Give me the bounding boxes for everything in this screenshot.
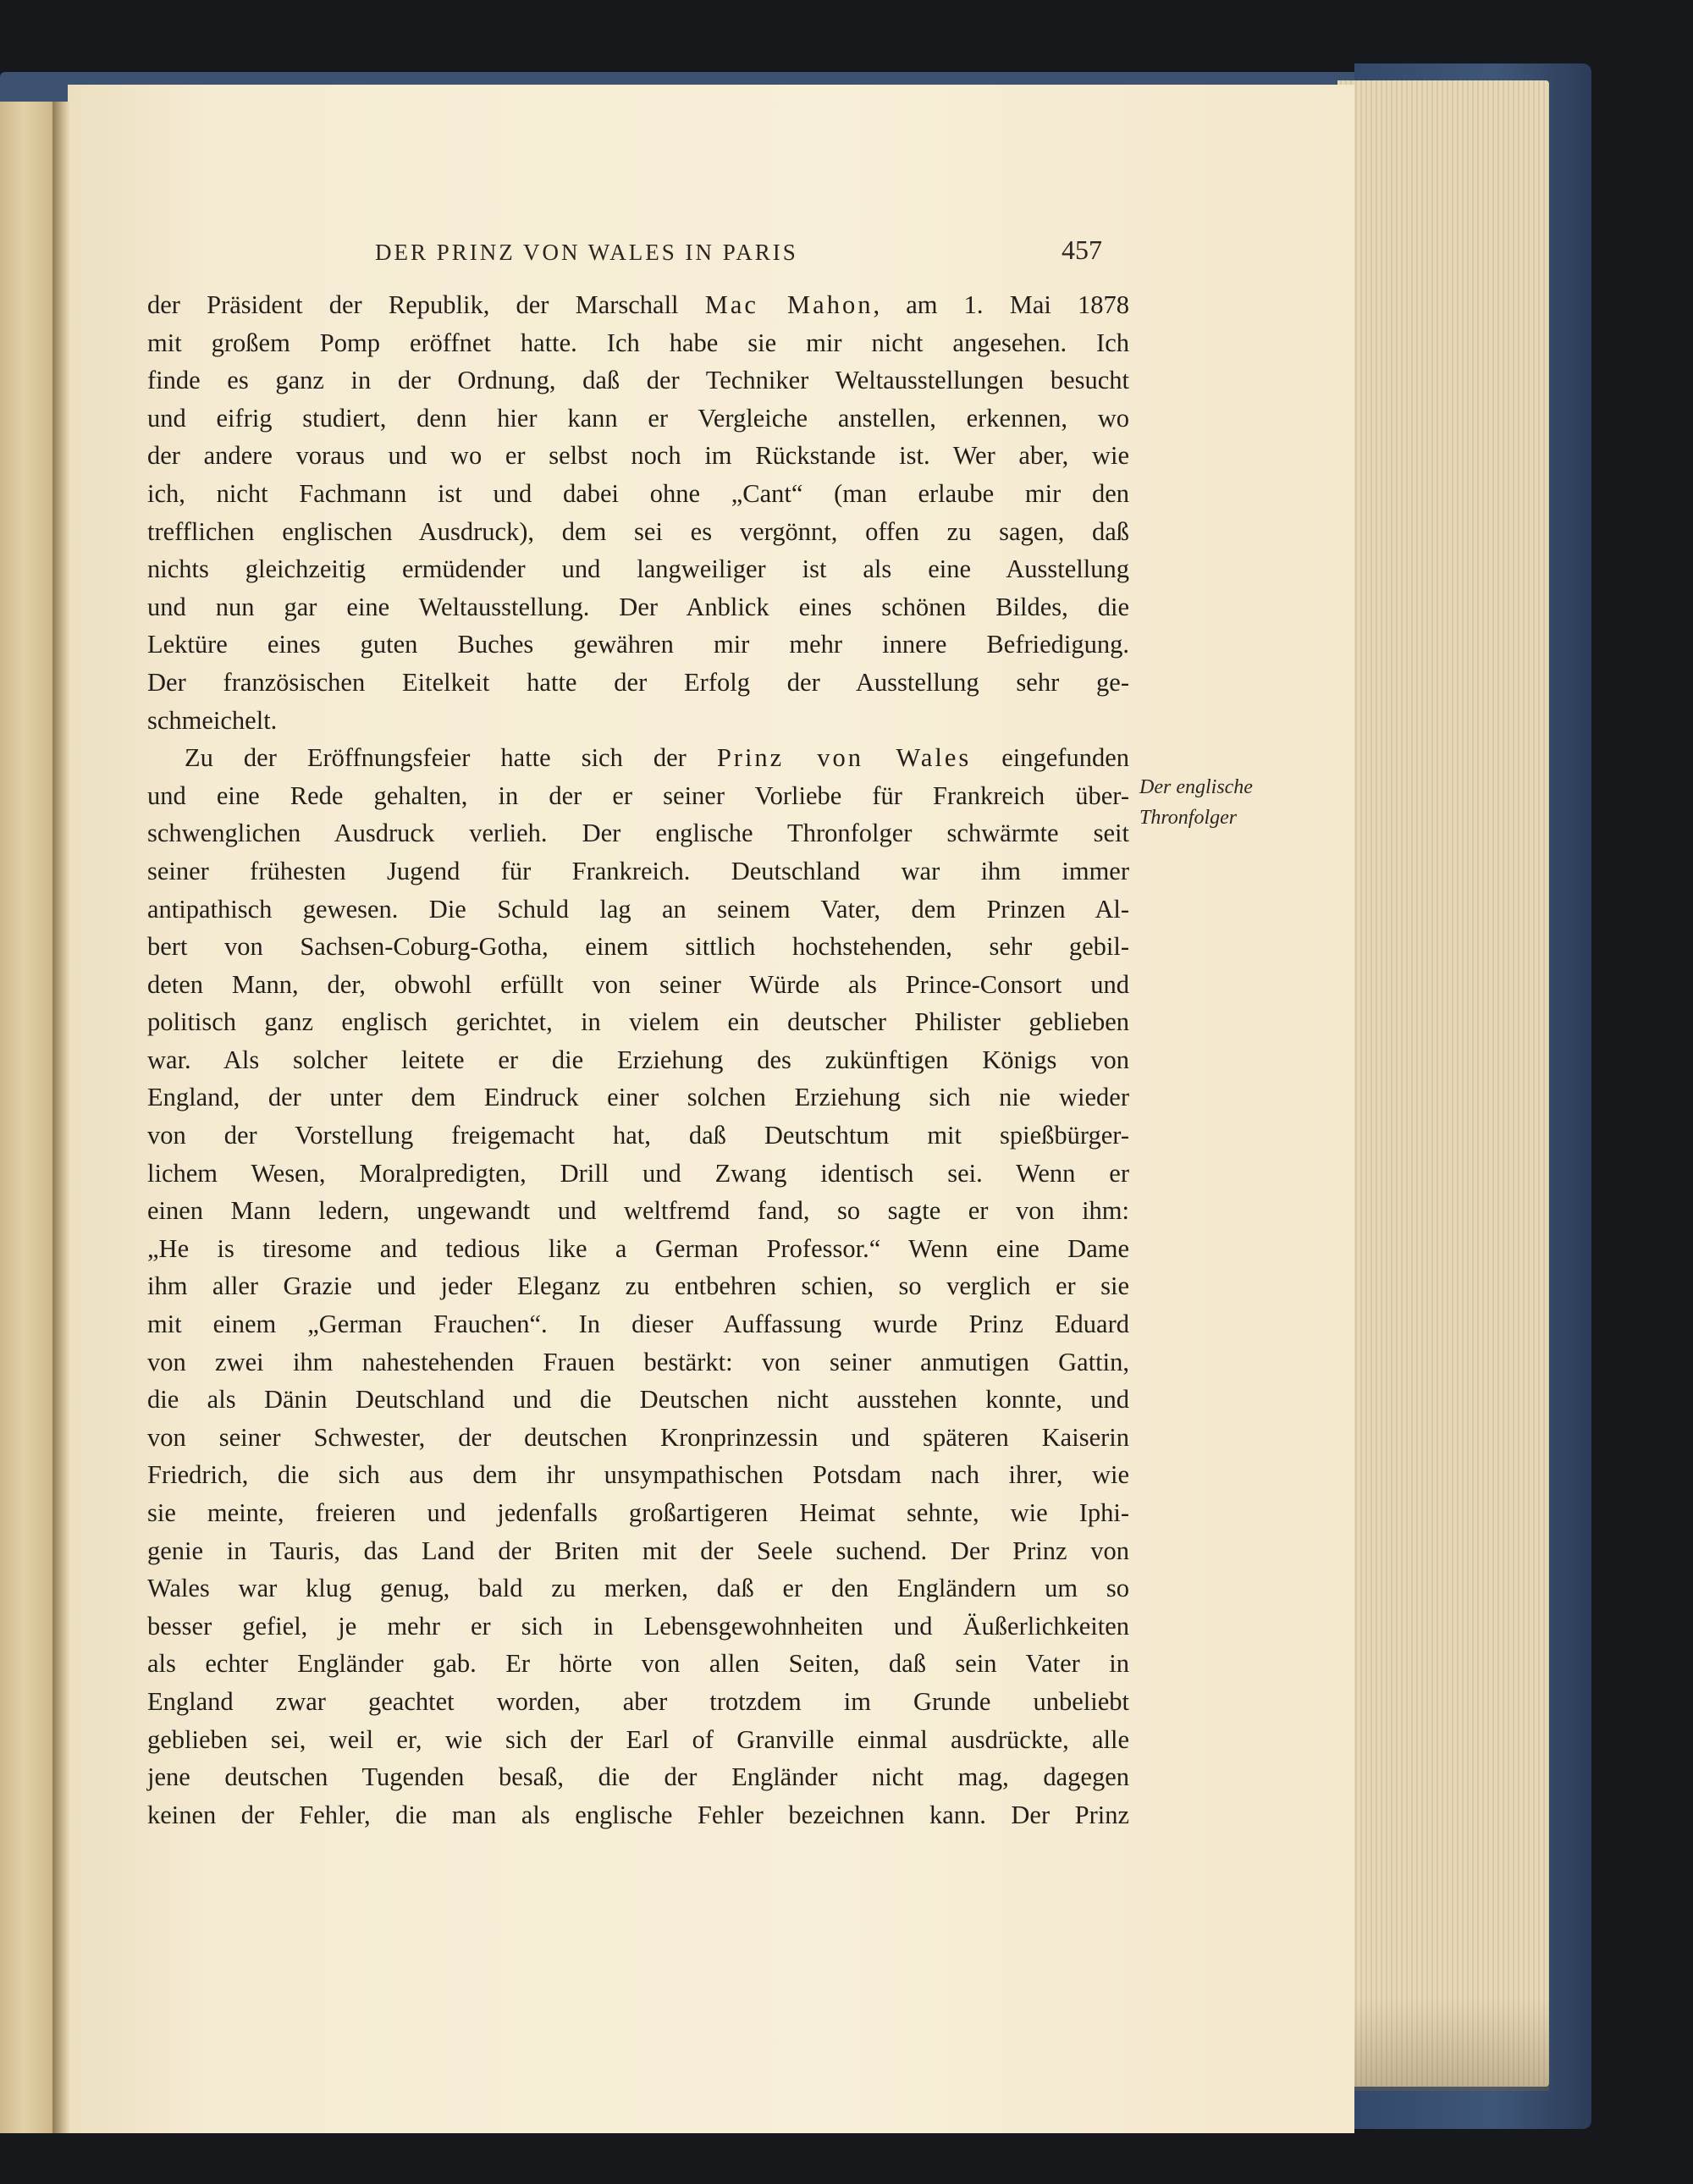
page-number: 457 — [1062, 234, 1102, 265]
text-line: ihm aller Grazie und jeder Eleganz zu entbehren schien, so verglich er sie — [147, 1271, 1129, 1301]
text-line: bert von Sachsen-Coburg-Gotha, einem sittlich hochstehenden, sehr gebil- — [147, 932, 1129, 962]
text-line: und eine Rede gehalten, in der er seiner Vorliebe für Frankreich über- — [147, 780, 1129, 810]
text-line: keinen der Fehler, die man als englische Fehler bezeichnen kann. Der Prinz — [147, 1800, 1129, 1829]
text-line: von der Vorstellung freigemacht hat, daß Deutschtum mit spießbürger- — [147, 1121, 1129, 1150]
text-line: einen Mann ledern, ungewandt und weltfremd fand, so sagte er von ihm: — [147, 1196, 1129, 1226]
text-line: deten Mann, der, obwohl erfüllt von seiner Würde als Prince-Consort und — [147, 969, 1129, 999]
text-line: Wales war klug genug, bald zu merken, daß er den Engländern um so — [147, 1574, 1129, 1603]
text-line: seiner frühesten Jugend für Frankreich. Deutschland war ihm immer — [147, 856, 1129, 885]
page-block-shadow — [1337, 1998, 1549, 2091]
text-line: besser gefiel, je mehr er sich in Lebensgewohnheiten und Äußerlichkeiten — [147, 1611, 1129, 1641]
text-line: die als Dänin Deutschland und die Deutschen nicht ausstehen konnte, und — [147, 1385, 1129, 1415]
text-line: Lektüre eines guten Buches gewähren mir mehr innere Befriedigung. — [147, 630, 1129, 659]
text-line: mit großem Pomp eröffnet hatte. Ich habe sie mir nicht angesehen. Ich — [147, 328, 1129, 357]
marginal-note-line: Der englische — [1139, 776, 1253, 798]
marginal-note-line: Thronfolger — [1139, 807, 1238, 829]
text-line: geblieben sei, weil er, wie sich der Earl of Granville einmal ausdrückte, alle — [147, 1724, 1129, 1754]
text-line: „He is tiresome and tedious like a German Professor.“ Wenn eine Dame — [147, 1233, 1129, 1263]
text-line: Zu der Eröffnungsfeier hatte sich der Prinz von Wales eingefunden — [185, 743, 1129, 773]
text-line: und nun gar eine Weltausstellung. Der Anblick eines schönen Bildes, die — [147, 592, 1129, 621]
text-line: sie meinte, freieren und jedenfalls großartigeren Heimat sehnte, wie Iphi- — [147, 1498, 1129, 1527]
text-line: nichts gleichzeitig ermüdender und langweiliger ist als eine Ausstellung — [147, 554, 1129, 584]
text-line: England zwar geachtet worden, aber trotzdem im Grunde unbeliebt — [147, 1686, 1129, 1716]
text-line: jene deutschen Tugenden besaß, die der Engländer nicht mag, dagegen — [147, 1762, 1129, 1792]
marginal-note — [1139, 772, 1309, 833]
text-line: ich, nicht Fachmann ist und dabei ohne „Cant“ (man erlaube mir den — [147, 478, 1129, 508]
text-line: genie in Tauris, das Land der Briten mit der Seele suchend. Der Prinz von — [147, 1536, 1129, 1565]
text-line: Der französischen Eitelkeit hatte der Erfolg der Ausstellung sehr ge- — [147, 667, 1129, 697]
text-line: finde es ganz in der Ordnung, daß der Techniker Weltausstellungen besucht — [147, 366, 1129, 395]
text-line: trefflichen englischen Ausdruck), dem sei es vergönnt, offen zu sagen, daß — [147, 516, 1129, 546]
running-title: DER PRINZ VON WALES IN PARIS — [375, 240, 798, 265]
text-line: der Präsident der Republik, der Marschall Mac Mahon, am 1. Mai 1878 — [147, 290, 1129, 319]
text-line: antipathisch gewesen. Die Schuld lag an seinem Vater, dem Prinzen Al- — [147, 894, 1129, 924]
text-line: schwenglichen Ausdruck verlieh. Der englische Thronfolger schwärmte seit — [147, 819, 1129, 848]
text-line: Friedrich, die sich aus dem ihr unsympathischen Potsdam nach ihrer, wie — [147, 1460, 1129, 1490]
text-line: war. Als solcher leitete er die Erziehung des zukünftigen Königs von — [147, 1045, 1129, 1074]
text-line: England, der unter dem Eindruck einer solchen Erziehung sich nie wieder — [147, 1083, 1129, 1112]
previous-page-edge — [0, 102, 59, 2133]
text-line: und eifrig studiert, denn hier kann er Vergleiche anstellen, erkennen, wo — [147, 403, 1129, 433]
text-line: von zwei ihm nahestehenden Frauen bestärkt: von seiner anmutigen Gattin, — [147, 1347, 1129, 1376]
text-line: als echter Engländer gab. Er hörte von allen Seiten, daß sein Vater in — [147, 1649, 1129, 1679]
text-line: politisch ganz englisch gerichtet, in vielem ein deutscher Philister geblieben — [147, 1007, 1129, 1037]
text-line: schmeichelt. — [147, 705, 278, 735]
text-line: lichem Wesen, Moralpredigten, Drill und Zwang identisch sei. Wenn er — [147, 1158, 1129, 1188]
text-line: der andere voraus und wo er selbst noch im Rückstande ist. Wer aber, wie — [147, 441, 1129, 471]
body-text — [147, 286, 1129, 1834]
page-block-edges — [1337, 80, 1549, 2087]
page-gutter — [52, 102, 71, 2133]
text-line: mit einem „German Frauchen“. In dieser Auffassung wurde Prinz Eduard — [147, 1310, 1129, 1339]
text-line: von seiner Schwester, der deutschen Kronprinzessin und späteren Kaiserin — [147, 1422, 1129, 1452]
